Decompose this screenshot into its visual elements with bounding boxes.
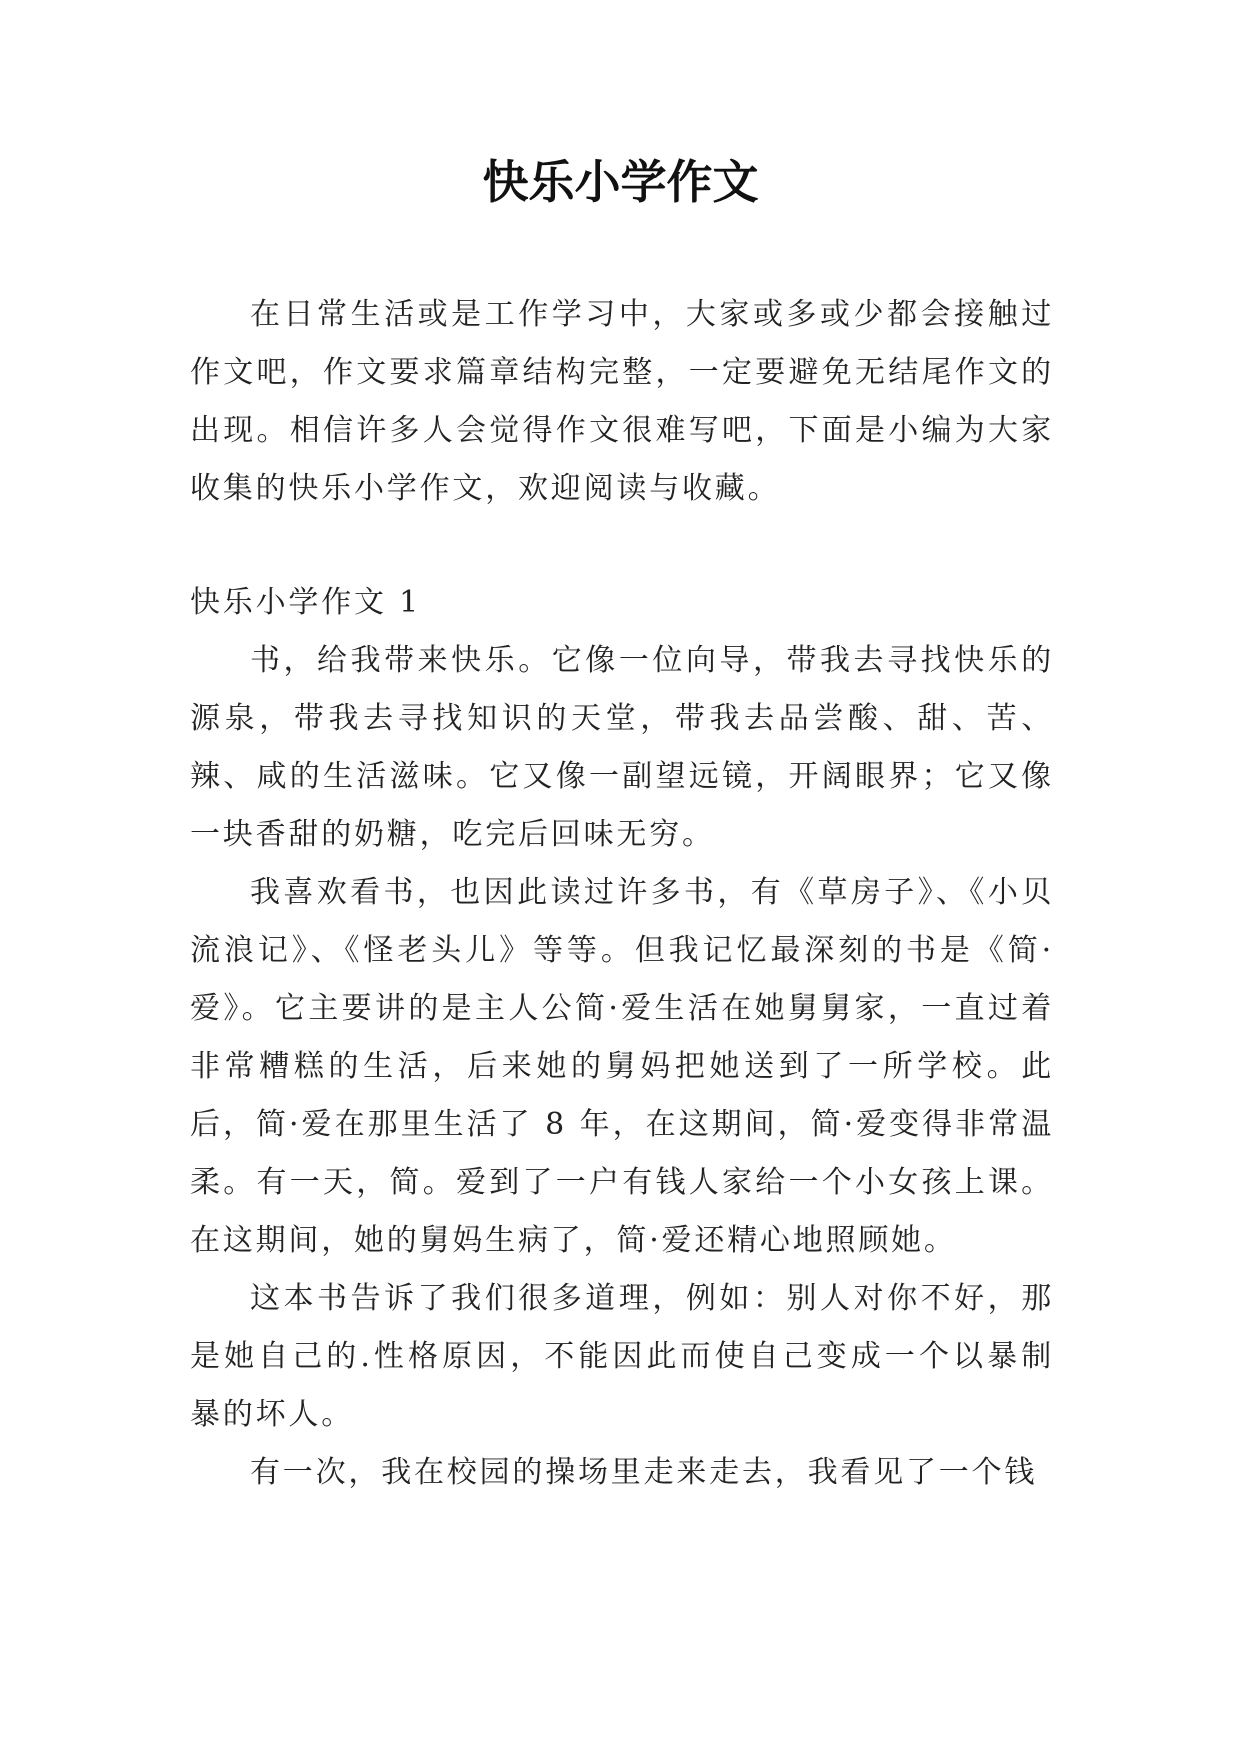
document-body (190, 286, 1054, 1502)
document-title: 快乐小学作文 (482, 155, 759, 209)
section-heading: 快乐小学作文 1 (190, 585, 422, 620)
body-paragraph-1: 书，给我带来快乐。它像一位向导，带我去寻找快乐的源泉，带我去寻找知识的天堂，带我去品尝酸、甜、苦、辣、咸的生活滋味。它又像一副望远镜，开阔眼界；它又像一块香甜的奶糖，吃完后回味无穷。 (190, 643, 1054, 852)
body-paragraph-4: 有一次，我在校园的操场里走来走去，我看见了一个钱 (250, 1455, 1038, 1490)
body-paragraph-3: 这本书告诉了我们很多道理，例如：别人对你不好，那是她自己的.性格原因，不能因此而使自己变成一个以暴制暴的坏人。 (190, 1281, 1054, 1432)
body-paragraph-2: 我喜欢看书，也因此读过许多书，有《草房子》、《小贝流浪记》、《怪老头儿》等等。但我记忆最深刻的书是《简·爱》。它主要讲的是主人公简·爱生活在她舅舅家，一直过着非常糟糕的生活，后来她的舅妈把她送到了一所学校。此后，简·爱在那里生活了 8 年，在这期间，简·爱变得非常温柔。有一天，简。爱到了一户有钱人家给一个小女孩上课。在这期间，她的舅妈生病了，简·爱还精心地照顾她。 (190, 875, 1054, 1258)
intro-paragraph: 在日常生活或是工作学习中，大家或多或少都会接触过作文吧，作文要求篇章结构完整，一定要避免无结尾作文的出现。相信许多人会觉得作文很难写吧，下面是小编为大家收集的快乐小学作文，欢迎阅读与收藏。 (190, 297, 1054, 506)
